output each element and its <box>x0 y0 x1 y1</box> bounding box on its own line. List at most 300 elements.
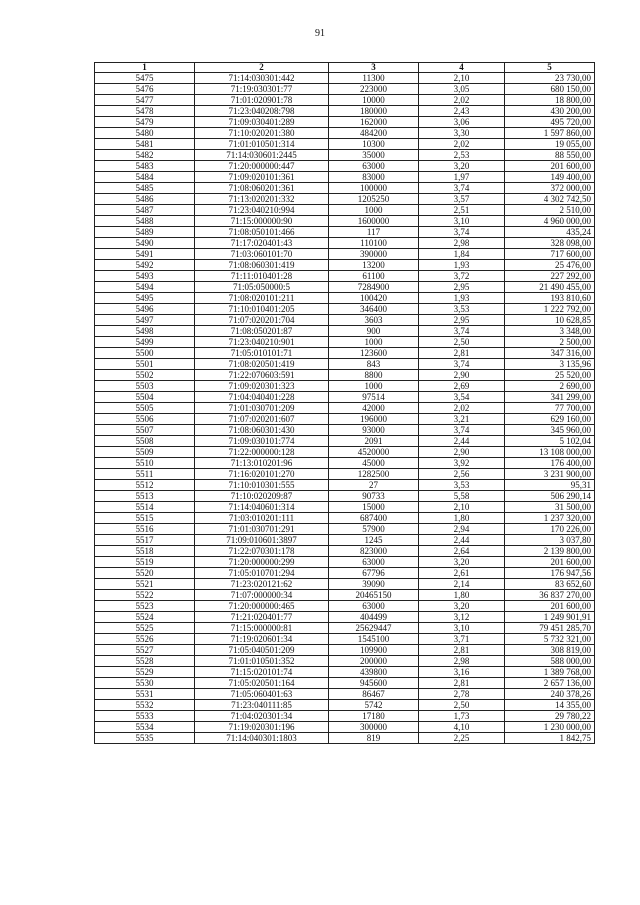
rate-cell: 1,73 <box>419 711 505 722</box>
row-number-cell: 5481 <box>95 139 195 150</box>
table-row <box>95 733 595 744</box>
cadastral-number-cell: 71:20:000000:299 <box>195 557 329 568</box>
value-cell: 328 098,00 <box>505 238 595 249</box>
cadastral-number-cell: 71:04:020301:34 <box>195 711 329 722</box>
rate-cell: 2,14 <box>419 579 505 590</box>
area-cell: 900 <box>329 326 419 337</box>
cadastral-number-cell: 71:23:020121:62 <box>195 579 329 590</box>
table-row <box>95 535 595 546</box>
row-number-cell: 5506 <box>95 414 195 425</box>
cadastral-number-cell: 71:08:050201:87 <box>195 326 329 337</box>
rate-cell: 2,02 <box>419 403 505 414</box>
cadastral-number-cell: 71:22:070301:178 <box>195 546 329 557</box>
value-cell: 83 652,60 <box>505 579 595 590</box>
rate-cell: 2,25 <box>419 733 505 744</box>
cadastral-number-cell: 71:08:020101:211 <box>195 293 329 304</box>
area-cell: 390000 <box>329 249 419 260</box>
row-number-cell: 5508 <box>95 436 195 447</box>
value-cell: 2 657 136,00 <box>505 678 595 689</box>
table-row <box>95 524 595 535</box>
cadastral-number-cell: 71:23:040208:798 <box>195 106 329 117</box>
value-cell: 18 800,00 <box>505 95 595 106</box>
cadastral-number-cell: 71:16:020101:270 <box>195 469 329 480</box>
row-number-cell: 5483 <box>95 161 195 172</box>
area-cell: 10300 <box>329 139 419 150</box>
page-number: 91 <box>315 28 325 39</box>
rate-cell: 1,97 <box>419 172 505 183</box>
rate-cell: 4,10 <box>419 722 505 733</box>
area-cell: 484200 <box>329 128 419 139</box>
value-cell: 88 550,00 <box>505 150 595 161</box>
row-number-cell: 5488 <box>95 216 195 227</box>
cadastral-number-cell: 71:09:020101:361 <box>195 172 329 183</box>
row-number-cell: 5512 <box>95 480 195 491</box>
row-number-cell: 5476 <box>95 84 195 95</box>
rate-cell: 2,95 <box>419 282 505 293</box>
value-cell: 201 600,00 <box>505 161 595 172</box>
area-cell: 17180 <box>329 711 419 722</box>
table-row <box>95 293 595 304</box>
value-cell: 149 400,00 <box>505 172 595 183</box>
area-cell: 1000 <box>329 381 419 392</box>
rate-cell: 2,64 <box>419 546 505 557</box>
header-row <box>95 63 595 73</box>
table-row <box>95 623 595 634</box>
table-row <box>95 359 595 370</box>
value-cell: 13 108 000,00 <box>505 447 595 458</box>
cadastral-number-cell: 71:04:040401:228 <box>195 392 329 403</box>
row-number-cell: 5530 <box>95 678 195 689</box>
rate-cell: 3,12 <box>419 612 505 623</box>
area-cell: 15000 <box>329 502 419 513</box>
table-row <box>95 491 595 502</box>
cadastral-number-cell: 71:10:010301:555 <box>195 480 329 491</box>
rate-cell: 3,92 <box>419 458 505 469</box>
rate-cell: 2,10 <box>419 502 505 513</box>
rate-cell: 3,06 <box>419 117 505 128</box>
area-cell: 123600 <box>329 348 419 359</box>
value-cell: 240 378,26 <box>505 689 595 700</box>
rate-cell: 2,10 <box>419 73 505 84</box>
table-row <box>95 161 595 172</box>
value-cell: 430 200,00 <box>505 106 595 117</box>
rate-cell: 3,74 <box>419 326 505 337</box>
table-row <box>95 557 595 568</box>
cadastral-number-cell: 71:01:030701:291 <box>195 524 329 535</box>
table-row <box>95 392 595 403</box>
area-cell: 57900 <box>329 524 419 535</box>
column-header-2: 2 <box>195 63 329 73</box>
row-number-cell: 5497 <box>95 315 195 326</box>
column-header-1: 1 <box>95 63 195 73</box>
rate-cell: 3,74 <box>419 359 505 370</box>
table-row <box>95 117 595 128</box>
area-cell: 20465150 <box>329 590 419 601</box>
area-cell: 86467 <box>329 689 419 700</box>
cadastral-number-cell: 71:19:020601:34 <box>195 634 329 645</box>
row-number-cell: 5521 <box>95 579 195 590</box>
rate-cell: 2,50 <box>419 700 505 711</box>
cadastral-number-cell: 71:07:020201:607 <box>195 414 329 425</box>
area-cell: 10000 <box>329 95 419 106</box>
area-cell: 2091 <box>329 436 419 447</box>
value-cell: 347 316,00 <box>505 348 595 359</box>
row-number-cell: 5528 <box>95 656 195 667</box>
area-cell: 439800 <box>329 667 419 678</box>
area-cell: 100000 <box>329 183 419 194</box>
rate-cell: 3,71 <box>419 634 505 645</box>
value-cell: 1 842,75 <box>505 733 595 744</box>
table-row <box>95 458 595 469</box>
table-row <box>95 590 595 601</box>
rate-cell: 2,90 <box>419 370 505 381</box>
rate-cell: 5,58 <box>419 491 505 502</box>
row-number-cell: 5511 <box>95 469 195 480</box>
table-row <box>95 667 595 678</box>
table-row <box>95 150 595 161</box>
rate-cell: 2,81 <box>419 645 505 656</box>
row-number-cell: 5518 <box>95 546 195 557</box>
table-row <box>95 84 595 95</box>
row-number-cell: 5533 <box>95 711 195 722</box>
cadastral-number-cell: 71:14:040301:1803 <box>195 733 329 744</box>
value-cell: 629 160,00 <box>505 414 595 425</box>
table-row <box>95 315 595 326</box>
rate-cell: 3,72 <box>419 271 505 282</box>
area-cell: 7284900 <box>329 282 419 293</box>
row-number-cell: 5490 <box>95 238 195 249</box>
rate-cell: 3,20 <box>419 601 505 612</box>
table-row <box>95 227 595 238</box>
value-cell: 201 600,00 <box>505 557 595 568</box>
rate-cell: 3,30 <box>419 128 505 139</box>
area-cell: 42000 <box>329 403 419 414</box>
cadastral-number-cell: 71:07:020201:704 <box>195 315 329 326</box>
cadastral-number-cell: 71:17:020401:43 <box>195 238 329 249</box>
area-cell: 63000 <box>329 557 419 568</box>
table-row <box>95 194 595 205</box>
cadastral-number-cell: 71:10:020209:87 <box>195 491 329 502</box>
area-cell: 180000 <box>329 106 419 117</box>
area-cell: 63000 <box>329 601 419 612</box>
area-cell: 1282500 <box>329 469 419 480</box>
row-number-cell: 5475 <box>95 73 195 84</box>
table-row <box>95 656 595 667</box>
area-cell: 300000 <box>329 722 419 733</box>
value-cell: 1 597 860,00 <box>505 128 595 139</box>
row-number-cell: 5480 <box>95 128 195 139</box>
area-cell: 100420 <box>329 293 419 304</box>
cadastral-number-cell: 71:03:060101:70 <box>195 249 329 260</box>
table-row <box>95 271 595 282</box>
rate-cell: 2,51 <box>419 205 505 216</box>
cadastral-number-cell: 71:20:000000:465 <box>195 601 329 612</box>
value-cell: 1 237 320,00 <box>505 513 595 524</box>
table-row <box>95 260 595 271</box>
row-number-cell: 5479 <box>95 117 195 128</box>
value-cell: 4 960 000,00 <box>505 216 595 227</box>
rate-cell: 2,02 <box>419 95 505 106</box>
rate-cell: 2,81 <box>419 678 505 689</box>
value-cell: 31 500,00 <box>505 502 595 513</box>
value-cell: 680 150,00 <box>505 84 595 95</box>
rate-cell: 1,84 <box>419 249 505 260</box>
row-number-cell: 5532 <box>95 700 195 711</box>
value-cell: 5 732 321,00 <box>505 634 595 645</box>
value-cell: 341 299,00 <box>505 392 595 403</box>
rate-cell: 1,80 <box>419 590 505 601</box>
row-number-cell: 5531 <box>95 689 195 700</box>
area-cell: 196000 <box>329 414 419 425</box>
area-cell: 5742 <box>329 700 419 711</box>
value-cell: 193 810,60 <box>505 293 595 304</box>
value-cell: 21 490 455,00 <box>505 282 595 293</box>
value-cell: 506 290,14 <box>505 491 595 502</box>
cadastral-number-cell: 71:05:040501:209 <box>195 645 329 656</box>
area-cell: 25629447 <box>329 623 419 634</box>
area-cell: 13200 <box>329 260 419 271</box>
rate-cell: 2,69 <box>419 381 505 392</box>
value-cell: 3 348,00 <box>505 326 595 337</box>
table-row <box>95 172 595 183</box>
table-row <box>95 711 595 722</box>
rate-cell: 2,61 <box>419 568 505 579</box>
table-row <box>95 73 595 84</box>
row-number-cell: 5516 <box>95 524 195 535</box>
cadastral-number-cell: 71:07:000000:34 <box>195 590 329 601</box>
row-number-cell: 5513 <box>95 491 195 502</box>
cadastral-number-cell: 71:08:060201:361 <box>195 183 329 194</box>
cadastral-number-cell: 71:01:030701:209 <box>195 403 329 414</box>
table-row <box>95 403 595 414</box>
value-cell: 36 837 270,00 <box>505 590 595 601</box>
area-cell: 97514 <box>329 392 419 403</box>
rate-cell: 2,94 <box>419 524 505 535</box>
table-row <box>95 579 595 590</box>
area-cell: 346400 <box>329 304 419 315</box>
area-cell: 1000 <box>329 205 419 216</box>
area-cell: 4520000 <box>329 447 419 458</box>
value-cell: 1 249 901,91 <box>505 612 595 623</box>
table-row <box>95 634 595 645</box>
cadastral-number-cell: 71:09:030101:774 <box>195 436 329 447</box>
cadastral-number-cell: 71:23:040210:994 <box>195 205 329 216</box>
value-cell: 2 139 800,00 <box>505 546 595 557</box>
rate-cell: 1,80 <box>419 513 505 524</box>
rate-cell: 3,20 <box>419 557 505 568</box>
value-cell: 717 600,00 <box>505 249 595 260</box>
area-cell: 39090 <box>329 579 419 590</box>
value-cell: 1 230 000,00 <box>505 722 595 733</box>
rate-cell: 2,43 <box>419 106 505 117</box>
column-header-3: 3 <box>329 63 419 73</box>
row-number-cell: 5520 <box>95 568 195 579</box>
value-cell: 176 400,00 <box>505 458 595 469</box>
row-number-cell: 5494 <box>95 282 195 293</box>
row-number-cell: 5519 <box>95 557 195 568</box>
table-row <box>95 414 595 425</box>
table-row <box>95 425 595 436</box>
area-cell: 117 <box>329 227 419 238</box>
row-number-cell: 5534 <box>95 722 195 733</box>
cadastral-number-cell: 71:01:010501:314 <box>195 139 329 150</box>
cadastral-number-cell: 71:20:000000:447 <box>195 161 329 172</box>
cadastral-number-cell: 71:19:020301:196 <box>195 722 329 733</box>
rate-cell: 3,16 <box>419 667 505 678</box>
row-number-cell: 5496 <box>95 304 195 315</box>
area-cell: 45000 <box>329 458 419 469</box>
area-cell: 3603 <box>329 315 419 326</box>
rate-cell: 3,74 <box>419 183 505 194</box>
row-number-cell: 5492 <box>95 260 195 271</box>
table-row <box>95 106 595 117</box>
cadastral-number-cell: 71:09:030401:289 <box>195 117 329 128</box>
value-cell: 372 000,00 <box>505 183 595 194</box>
cadastral-number-cell: 71:10:010401:205 <box>195 304 329 315</box>
table-row <box>95 183 595 194</box>
rate-cell: 3,54 <box>419 392 505 403</box>
table-row <box>95 205 595 216</box>
rate-cell: 3,53 <box>419 480 505 491</box>
row-number-cell: 5482 <box>95 150 195 161</box>
area-cell: 67796 <box>329 568 419 579</box>
area-cell: 1000 <box>329 337 419 348</box>
value-cell: 227 292,00 <box>505 271 595 282</box>
table-row <box>95 139 595 150</box>
table-row <box>95 546 595 557</box>
value-cell: 23 730,00 <box>505 73 595 84</box>
row-number-cell: 5493 <box>95 271 195 282</box>
table-row <box>95 568 595 579</box>
table-row <box>95 436 595 447</box>
rate-cell: 2,90 <box>419 447 505 458</box>
rate-cell: 3,10 <box>419 623 505 634</box>
row-number-cell: 5491 <box>95 249 195 260</box>
value-cell: 25 476,00 <box>505 260 595 271</box>
rate-cell: 3,10 <box>419 216 505 227</box>
value-cell: 4 302 742,50 <box>505 194 595 205</box>
value-cell: 588 000,00 <box>505 656 595 667</box>
cadastral-number-cell: 71:08:060301:430 <box>195 425 329 436</box>
table-row <box>95 480 595 491</box>
row-number-cell: 5522 <box>95 590 195 601</box>
cadastral-number-cell: 71:15:000000:90 <box>195 216 329 227</box>
table-row <box>95 469 595 480</box>
value-cell: 495 720,00 <box>505 117 595 128</box>
rate-cell: 3,05 <box>419 84 505 95</box>
row-number-cell: 5489 <box>95 227 195 238</box>
rate-cell: 2,53 <box>419 150 505 161</box>
area-cell: 63000 <box>329 161 419 172</box>
cadastral-number-cell: 71:14:040601:314 <box>195 502 329 513</box>
rate-cell: 2,44 <box>419 436 505 447</box>
value-cell: 1 389 768,00 <box>505 667 595 678</box>
row-number-cell: 5503 <box>95 381 195 392</box>
cadastral-number-cell: 71:14:030601:2445 <box>195 150 329 161</box>
row-number-cell: 5529 <box>95 667 195 678</box>
area-cell: 11300 <box>329 73 419 84</box>
rate-cell: 2,95 <box>419 315 505 326</box>
area-cell: 83000 <box>329 172 419 183</box>
table-row <box>95 722 595 733</box>
cadastral-number-cell: 71:09:010601:3897 <box>195 535 329 546</box>
area-cell: 1205250 <box>329 194 419 205</box>
rate-cell: 3,74 <box>419 425 505 436</box>
value-cell: 3 037,80 <box>505 535 595 546</box>
row-number-cell: 5484 <box>95 172 195 183</box>
row-number-cell: 5505 <box>95 403 195 414</box>
table-row <box>95 326 595 337</box>
cadastral-number-cell: 71:21:020401:77 <box>195 612 329 623</box>
cadastral-number-cell: 71:15:000000:81 <box>195 623 329 634</box>
table-row <box>95 601 595 612</box>
value-cell: 14 355,00 <box>505 700 595 711</box>
cadastral-number-cell: 71:05:010701:294 <box>195 568 329 579</box>
rate-cell: 2,81 <box>419 348 505 359</box>
area-cell: 110100 <box>329 238 419 249</box>
row-number-cell: 5485 <box>95 183 195 194</box>
area-cell: 200000 <box>329 656 419 667</box>
table-row <box>95 513 595 524</box>
area-cell: 1600000 <box>329 216 419 227</box>
row-number-cell: 5527 <box>95 645 195 656</box>
row-number-cell: 5477 <box>95 95 195 106</box>
row-number-cell: 5515 <box>95 513 195 524</box>
rate-cell: 2,98 <box>419 656 505 667</box>
area-cell: 8800 <box>329 370 419 381</box>
cadastral-number-cell: 71:01:020901:78 <box>195 95 329 106</box>
value-cell: 25 520,00 <box>505 370 595 381</box>
table-row <box>95 447 595 458</box>
rate-cell: 2,44 <box>419 535 505 546</box>
row-number-cell: 5478 <box>95 106 195 117</box>
area-cell: 843 <box>329 359 419 370</box>
table-row <box>95 678 595 689</box>
row-number-cell: 5504 <box>95 392 195 403</box>
table-row <box>95 238 595 249</box>
cadastral-number-cell: 71:05:050000:5 <box>195 282 329 293</box>
area-cell: 687400 <box>329 513 419 524</box>
rate-cell: 2,78 <box>419 689 505 700</box>
table-row <box>95 249 595 260</box>
row-number-cell: 5517 <box>95 535 195 546</box>
row-number-cell: 5487 <box>95 205 195 216</box>
area-cell: 404499 <box>329 612 419 623</box>
area-cell: 35000 <box>329 150 419 161</box>
rate-cell: 2,50 <box>419 337 505 348</box>
rate-cell: 1,93 <box>419 293 505 304</box>
table-row <box>95 689 595 700</box>
row-number-cell: 5499 <box>95 337 195 348</box>
area-cell: 27 <box>329 480 419 491</box>
rate-cell: 3,21 <box>419 414 505 425</box>
cadastral-number-cell: 71:11:010401:28 <box>195 271 329 282</box>
table-row <box>95 700 595 711</box>
value-cell: 176 947,56 <box>505 568 595 579</box>
cadastral-number-cell: 71:03:010201:111 <box>195 513 329 524</box>
table-row <box>95 348 595 359</box>
row-number-cell: 5514 <box>95 502 195 513</box>
row-number-cell: 5502 <box>95 370 195 381</box>
column-header-5: 5 <box>505 63 595 73</box>
row-number-cell: 5523 <box>95 601 195 612</box>
cadastral-number-cell: 71:05:020501:164 <box>195 678 329 689</box>
area-cell: 90733 <box>329 491 419 502</box>
area-cell: 1245 <box>329 535 419 546</box>
value-cell: 79 451 285,70 <box>505 623 595 634</box>
rate-cell: 3,53 <box>419 304 505 315</box>
row-number-cell: 5535 <box>95 733 195 744</box>
